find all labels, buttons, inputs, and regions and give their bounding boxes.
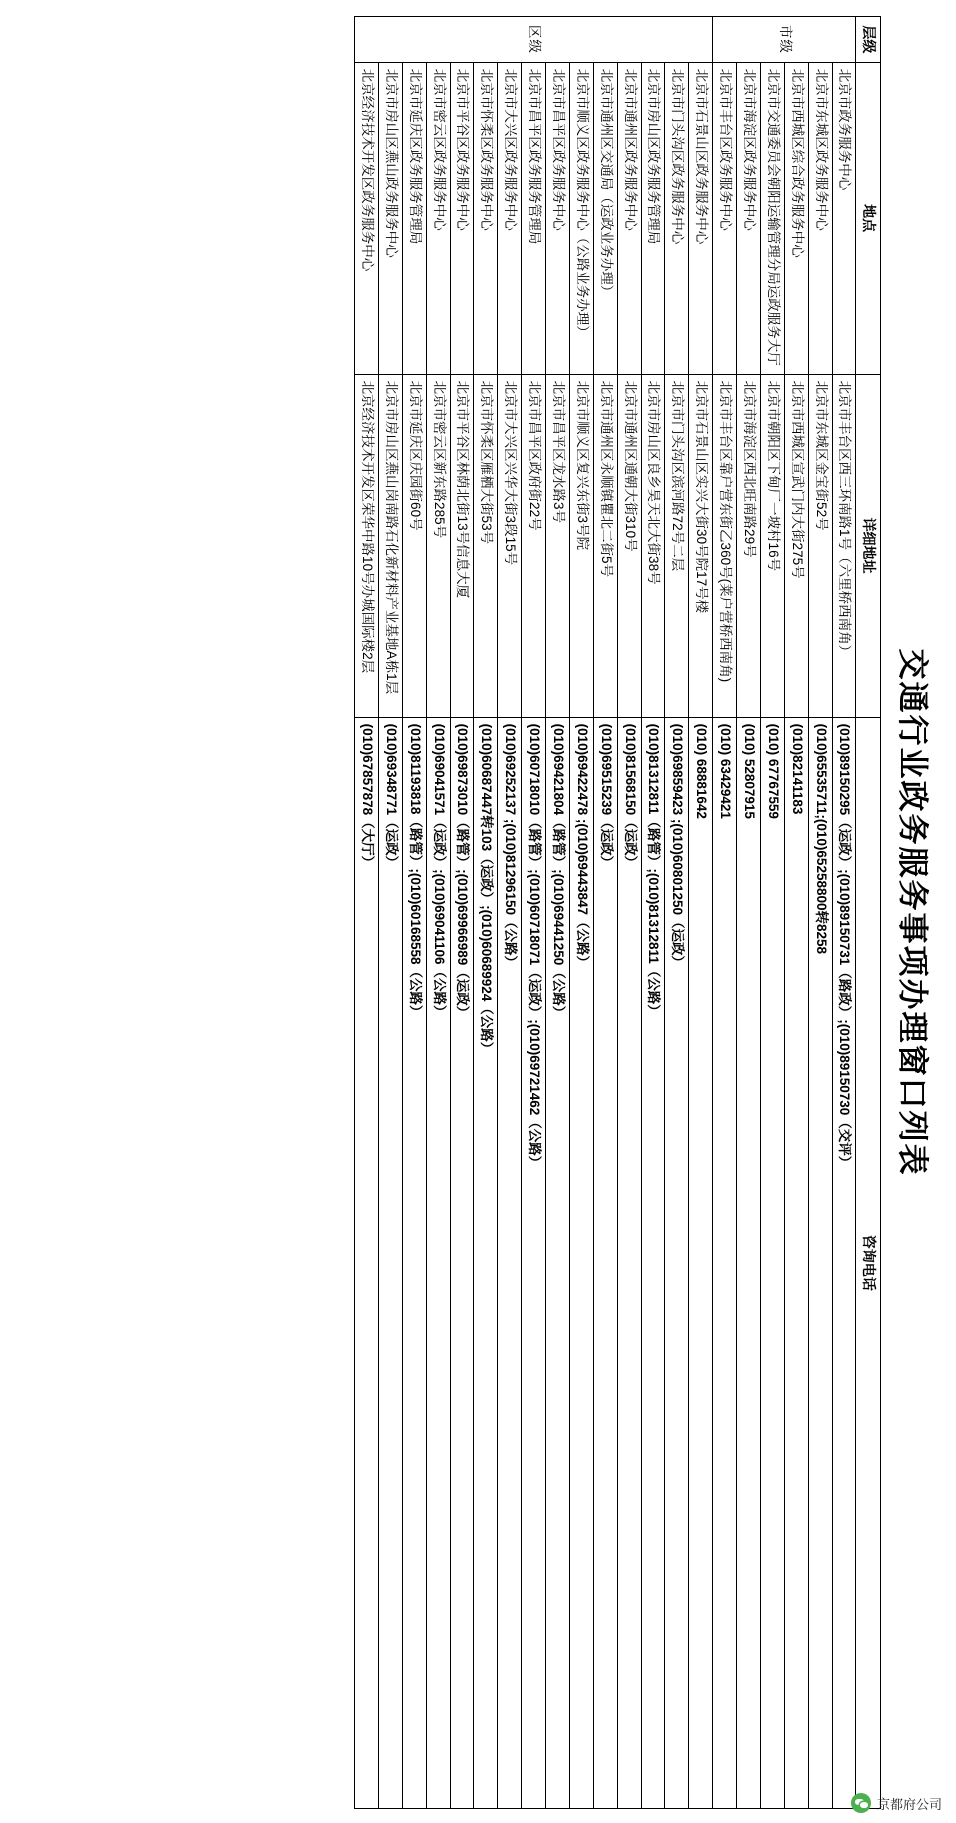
table-row [570, 17, 594, 1809]
table-row [808, 17, 832, 1809]
place-cell: 北京市房山区燕山政务服务中心 [379, 62, 403, 374]
address-cell: 北京市丰台区靠户营东街乙360号(莱户营桥西南角) [713, 374, 737, 717]
table-row [641, 17, 665, 1809]
place-cell: 北京市门头沟区政务服务中心 [665, 62, 689, 374]
place-cell: 北京市延庆区政务服务管理局 [402, 62, 426, 374]
address-cell: 北京市平谷区林荫北街13号信息大厦 [450, 374, 474, 717]
address-cell: 北京市怀柔区雁栖大街53号 [474, 374, 498, 717]
address-cell: 北京市通州区通朝大街310号 [617, 374, 641, 717]
wechat-account-name: 京都府公司 [876, 1796, 942, 1812]
table-row [522, 17, 546, 1809]
table-row [355, 17, 379, 1809]
address-cell: 北京市石景山区实兴大街30号院17号楼 [689, 374, 713, 717]
phone-cell: (010) 63429421 [713, 717, 737, 1808]
level-cell: 区级 [355, 17, 713, 63]
address-cell: 北京市密云区新东路285号 [426, 374, 450, 717]
phone-cell: (010)60687447转103（运政）;(010)60689924（公路） [474, 717, 498, 1808]
phone-cell: (010)81568150（运政） [617, 717, 641, 1808]
place-cell: 北京市石景山区政务服务中心 [689, 62, 713, 374]
address-cell: 北京市海淀区西北旺南路29号 [737, 374, 761, 717]
table-row [689, 17, 713, 1809]
phone-cell: (010)69422478 ;(010)69443847（公路） [570, 717, 594, 1808]
phone-cell: (010)69252137 ;(010)81296150（公路） [498, 717, 522, 1808]
place-cell: 北京市大兴区政务服务中心 [498, 62, 522, 374]
phone-cell: (010) 67767559 [761, 717, 785, 1808]
place-cell: 北京市西城区综合政务服务中心 [784, 62, 808, 374]
address-cell: 北京市昌平区政府街22号 [522, 374, 546, 717]
phone-cell: (010)69348771（运政） [379, 717, 403, 1808]
service-window-table [354, 16, 881, 1809]
address-cell: 北京市朝阳区下甸厂一坡村16号 [761, 374, 785, 717]
address-cell: 北京市房山区良乡昊天北大街38号 [641, 374, 665, 717]
place-cell: 北京市交通委员会朝阳运输管理分局运政服务大厅 [761, 62, 785, 374]
column-header-level: 层级 [856, 17, 881, 63]
place-cell: 北京市政务服务中心 [832, 62, 856, 374]
place-cell: 北京市通州区政务服务中心 [617, 62, 641, 374]
table-row [498, 17, 522, 1809]
phone-cell: (010)69421804（路管）;(010)69441250（公路） [546, 717, 570, 1808]
place-cell: 北京市丰台区政务服务中心 [713, 62, 737, 374]
place-cell: 北京市海淀区政务服务中心 [737, 62, 761, 374]
phone-cell: (010)60718010（路管）;(010)60718071（运政）;(010)69721462（公路） [522, 717, 546, 1808]
place-cell: 北京市东城区政务服务中心 [808, 62, 832, 374]
column-header-phone: 咨询电话 [856, 717, 881, 1808]
address-cell: 北京市顺义区复兴东街3号院 [570, 374, 594, 717]
table-row [784, 17, 808, 1809]
phone-cell: (010)69041571（运政）;(010)69041106（公路） [426, 717, 450, 1808]
place-cell: 北京经济技术开发区政务服务中心 [355, 62, 379, 374]
place-cell: 北京市通州区交通局（运政业务办理） [593, 62, 617, 374]
address-cell: 北京经济技术开发区荣华中路10号办城国际楼2层 [355, 374, 379, 717]
address-cell: 北京市昌平区龙水路3号 [546, 374, 570, 717]
phone-cell: (010)69515239（运政） [593, 717, 617, 1808]
phone-cell: (010)69873010（路管）;(010)69966989（运政） [450, 717, 474, 1808]
table-row [474, 17, 498, 1809]
table-row [832, 17, 856, 1809]
address-cell: 北京市西城区宣武门内大街275号 [784, 374, 808, 717]
place-cell: 北京市顺义区政务服务中心（公路业务办理） [570, 62, 594, 374]
table-row [617, 17, 641, 1809]
address-cell: 北京市丰台区西三环南路1号（六里桥西南角） [832, 374, 856, 717]
phone-cell: (010)81193818（路管）;(010)60168558（公路） [402, 717, 426, 1808]
phone-cell: (010)65535711;(010)65258800转8258 [808, 717, 832, 1808]
table-row [379, 17, 403, 1809]
table-row [593, 17, 617, 1809]
table-row [402, 17, 426, 1809]
phone-cell: (010)82141183 [784, 717, 808, 1808]
address-cell: 北京市通州区永顺镇瞿北二街5号 [593, 374, 617, 717]
place-cell: 北京市昌平区政务服务管理局 [522, 62, 546, 374]
phone-cell: (010)67857878（大厅） [355, 717, 379, 1808]
place-cell: 北京市怀柔区政务服务中心 [474, 62, 498, 374]
page-title: 交通行业政务服务事项办理窗口列表 [895, 648, 930, 1177]
address-cell: 北京市门头沟区滨河路72号二层 [665, 374, 689, 717]
table-row [713, 17, 737, 1809]
wechat-icon [851, 1793, 871, 1813]
table-row [665, 17, 689, 1809]
table-row [737, 17, 761, 1809]
table-row [450, 17, 474, 1809]
phone-cell: (010)69859423 ;(010)60801250（运政） [665, 717, 689, 1808]
phone-cell: (010)89150295（运政）;(010)89150731（路政）;(010)89150730（交评） [832, 717, 856, 1808]
address-cell: 北京市延庆区庆园街60号 [402, 374, 426, 717]
table-body [355, 17, 856, 1809]
wechat-watermark [851, 1793, 942, 1813]
phone-cell: (010)81312811（路管）;(010)81312811（公路） [641, 717, 665, 1808]
column-header-address: 详细地址 [856, 374, 881, 717]
phone-cell: (010) 52807915 [737, 717, 761, 1808]
phone-cell: (010) 68881642 [689, 717, 713, 1808]
address-cell: 北京市大兴区兴华大街3段15号 [498, 374, 522, 717]
address-cell: 北京市东城区金宝街52号 [808, 374, 832, 717]
place-cell: 北京市昌平区政务服务中心 [546, 62, 570, 374]
table-row [546, 17, 570, 1809]
table-row [426, 17, 450, 1809]
place-cell: 北京市房山区政务服务管理局 [641, 62, 665, 374]
place-cell: 北京市密云区政务服务中心 [426, 62, 450, 374]
table-header-row [856, 17, 881, 1809]
address-cell: 北京市房山区燕山岗南路石化新材料产业基地A栋1层 [379, 374, 403, 717]
table-row [761, 17, 785, 1809]
place-cell: 北京市平谷区政务服务中心 [450, 62, 474, 374]
column-header-place: 地点 [856, 62, 881, 374]
level-cell: 市级 [713, 17, 856, 63]
